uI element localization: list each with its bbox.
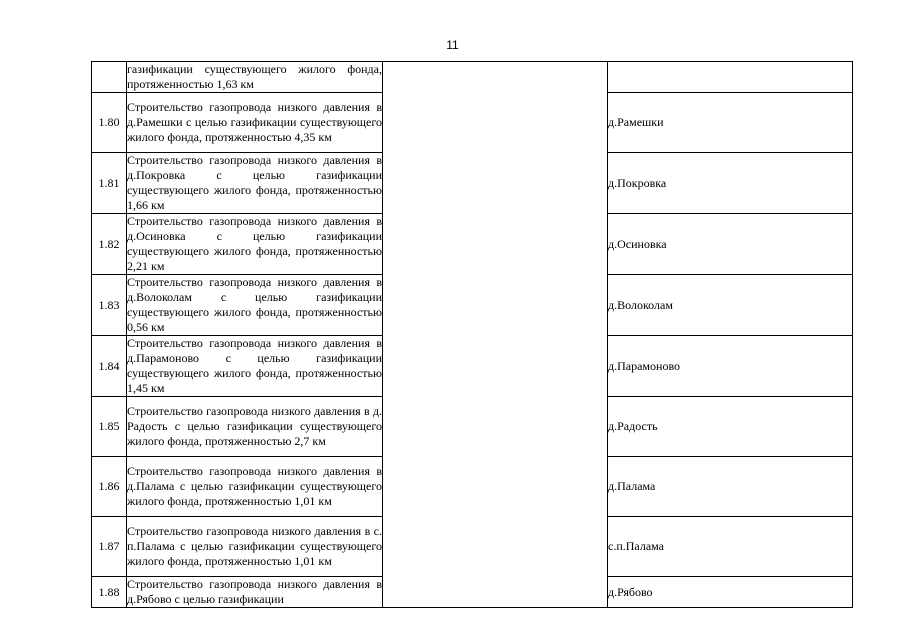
row-location: д.Рамешки: [608, 93, 853, 153]
row-number: 1.85: [92, 397, 127, 457]
row-description-text: Строительство газопровода низкого давления в д.Парамоново с целью газификации существующего жилого фонда, протяженностью 1,45 км: [127, 336, 382, 395]
row-description: [127, 153, 383, 214]
row-description-text: Строительство газопровода низкого давления в д. Радость с целью газификации существующего жилого фонда, протяженностью 2,7 км: [127, 404, 382, 448]
row-location: д.Рябово: [608, 577, 853, 608]
row-number: 1.84: [92, 336, 127, 397]
row-location: д.Радость: [608, 397, 853, 457]
row-description-text: Строительство газопровода низкого давления в д.Рябово с целью газификации: [127, 577, 382, 606]
row-description: [127, 275, 383, 336]
row-description-text: Строительство газопровода низкого давления в д.Покровка с целью газификации существующего жилого фонда, протяженностью 1,66 км: [127, 153, 382, 212]
row-location: д.Волоколам: [608, 275, 853, 336]
row-description: [127, 62, 383, 93]
row-location: с.п.Палама: [608, 517, 853, 577]
row-description: [127, 457, 383, 517]
row-description-text: Строительство газопровода низкого давления в д.Рамешки с целью газификации существующего жилого фонда, протяженностью 4,35 км: [127, 100, 382, 144]
row-description: [127, 214, 383, 275]
row-number: 1.81: [92, 153, 127, 214]
row-description: [127, 336, 383, 397]
row-number: 1.88: [92, 577, 127, 608]
row-location: д.Парамоново: [608, 336, 853, 397]
document-table: [91, 61, 853, 608]
row-number: 1.87: [92, 517, 127, 577]
row-number: 1.83: [92, 275, 127, 336]
row-description-text: Строительство газопровода низкого давления в д.Волоколам с целью газификации существующего жилого фонда, протяженностью 0,56 км: [127, 275, 382, 334]
row-location: д.Палама: [608, 457, 853, 517]
row-location: д.Покровка: [608, 153, 853, 214]
row-number: [92, 62, 127, 93]
row-description-text: Строительство газопровода низкого давления в д.Палама с целью газификации существующего жилого фонда, протяженностью 1,01 км: [127, 464, 382, 508]
row-description: [127, 517, 383, 577]
row-number: 1.80: [92, 93, 127, 153]
row-description-text: газификации существующего жилого фонда, протяженностью 1,63 км: [127, 62, 382, 91]
row-number: 1.82: [92, 214, 127, 275]
row-description: [127, 397, 383, 457]
row-location: [608, 62, 853, 93]
row-description: [127, 577, 383, 608]
row-location: д.Осиновка: [608, 214, 853, 275]
row-description-text: Строительство газопровода низкого давления в с. п.Палама с целью газификации существующего жилого фонда, протяженностью 1,01 км: [127, 524, 382, 568]
table-row: [92, 62, 853, 93]
row-number: 1.86: [92, 457, 127, 517]
row-description: [127, 93, 383, 153]
empty-column: [383, 62, 608, 608]
page-number: 11: [446, 38, 459, 52]
row-description-text: Строительство газопровода низкого давления в д.Осиновка с целью газификации существующего жилого фонда, протяженностью 2,21 км: [127, 214, 382, 273]
